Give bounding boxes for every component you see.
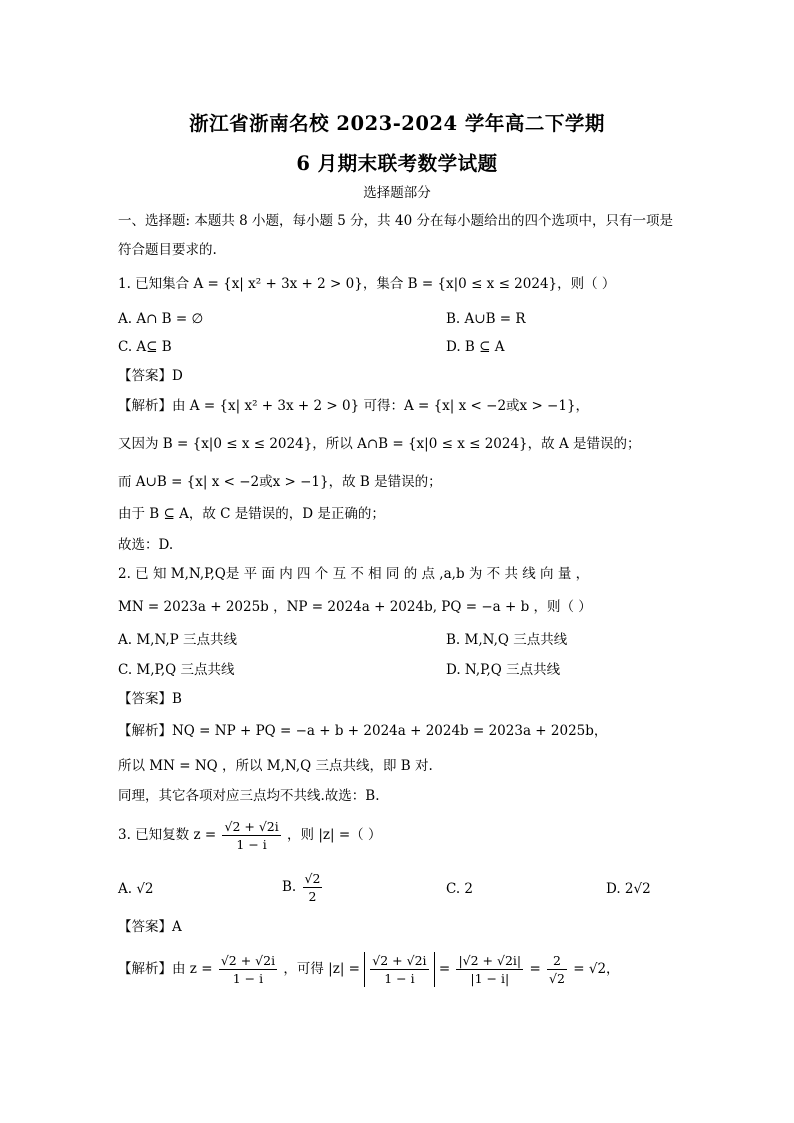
q3-option-b-num: √2	[304, 871, 321, 886]
q1-option-d: D. B ⊆ A	[446, 339, 505, 355]
q1-option-c: C. A⊆ B	[118, 339, 172, 355]
q1-analysis-3: 而 A∪B = {x| x < −2或x > −1}，故 B 是错误的；	[118, 474, 442, 490]
q3-analysis-fraction-2-den: 1 − i	[384, 971, 415, 986]
q3-analysis-fraction-4-den: √2	[549, 971, 565, 986]
q3-option-c: C. 2	[446, 881, 474, 897]
q1-option-a: A. A∩ B = ∅	[118, 311, 204, 327]
q3-option-d: D. 2√2	[606, 881, 651, 897]
q3-analysis-mid-1: ，可得 |z| =	[283, 961, 360, 977]
q3-stem-fraction	[222, 818, 280, 853]
q3-analysis-fraction-1	[219, 952, 277, 987]
q3-stem-fraction-num: √2 + √2i	[224, 819, 279, 834]
q3-analysis-fraction-3-den: |1 − i|	[470, 971, 510, 986]
q3-analysis-fraction-3	[456, 952, 523, 987]
q3-stem-suffix: ，则 |z| =（ ）	[287, 827, 382, 843]
q2-stem-2: MN = 2023a + 2025b ，NP = 2024a + 2024b, PQ = −a + b ，则（ ）	[118, 599, 592, 615]
q3-analysis	[118, 952, 620, 987]
page-title-line1: 浙江省浙南名校 2023-2024 学年高二下学期	[189, 112, 605, 135]
q3-analysis-abs-bars	[364, 952, 434, 987]
q3-option-b-label: B.	[282, 879, 297, 895]
q3-option-a: A. √2	[118, 881, 154, 897]
q2-analysis-2: 所以 MN = NQ ，所以 M,N,Q 三点共线，即 B 对.	[118, 758, 433, 774]
q2-answer: 【答案】B	[118, 691, 182, 707]
q2-analysis-1: 【解析】NQ = NP + PQ = −a + b + 2024a + 2024b = 2023a + 2025b，	[118, 723, 608, 739]
q1-analysis-5: 故选：D.	[118, 537, 174, 553]
q2-analysis-3: 同理，其它各项对应三点均不共线.故选：B.	[118, 788, 380, 804]
q3-analysis-fraction-2	[370, 952, 428, 987]
q2-stem-1: 2. 已 知 M,N,P,Q是 平 面 内 四 个 互 不 相 同 的 点 ,a,b 为 不 共 线 向 量 ，	[118, 566, 590, 582]
q1-analysis-4: 由于 B ⊆ A，故 C 是错误的，D 是正确的；	[118, 506, 385, 522]
q3-stem-prefix: 3. 已知复数 z =	[118, 827, 217, 843]
q1-stem: 1. 已知集合 A = {x| x² + 3x + 2 > 0}，集合 B = {x|0 ≤ x ≤ 2024}，则（ ）	[118, 276, 616, 292]
q3-answer: 【答案】A	[118, 919, 182, 935]
q2-option-a: A. M,N,P 三点共线	[118, 632, 238, 648]
q3-analysis-fraction-2-num: √2 + √2i	[372, 953, 427, 968]
q3-analysis-fraction-4-num: 2	[547, 952, 567, 970]
q3-option-b	[282, 870, 324, 905]
q3-analysis-fraction-4	[547, 952, 567, 987]
q3-analysis-prefix: 【解析】由 z =	[118, 961, 213, 977]
q1-answer: 【答案】D	[118, 368, 183, 384]
q3-analysis-fraction-1-num: √2 + √2i	[220, 953, 276, 968]
q2-option-c: C. M,P,Q 三点共线	[118, 662, 235, 678]
section-label: 选择题部分	[363, 185, 431, 201]
q3-option-b-fraction	[303, 870, 323, 905]
intro-line1: 一、选择题: 本题共 8 小题，每小题 5 分，共 40 分在每小题给出的四个选项中，只有一项是	[118, 213, 673, 229]
q1-analysis-2: 又因为 B = {x|0 ≤ x ≤ 2024}，所以 A∩B = {x|0 ≤ x ≤ 2024}，故 A 是错误的；	[118, 436, 641, 452]
q3-analysis-suffix: = √2，	[573, 961, 620, 977]
q3-stem	[118, 818, 381, 853]
q3-analysis-fraction-3-num: |√2 + √2i|	[458, 953, 522, 968]
q2-option-b: B. M,N,Q 三点共线	[446, 632, 568, 648]
page-title-line2: 6 月期末联考数学试题	[296, 152, 498, 175]
q3-analysis-fraction-1-den: 1 − i	[232, 971, 264, 986]
q3-option-b-den: 2	[308, 889, 317, 904]
q1-analysis-1: 【解析】由 A = {x| x² + 3x + 2 > 0} 可得：A = {x| x < −2或x > −1}，	[118, 398, 590, 414]
intro-line2: 符合题目要求的.	[118, 242, 217, 258]
q3-analysis-mid-2: =	[438, 961, 451, 977]
q2-option-d: D. N,P,Q 三点共线	[446, 662, 561, 678]
q3-stem-fraction-den: 1 − i	[236, 837, 267, 852]
q3-analysis-mid-3: =	[529, 961, 541, 977]
q1-option-b: B. A∪B = R	[446, 311, 526, 327]
